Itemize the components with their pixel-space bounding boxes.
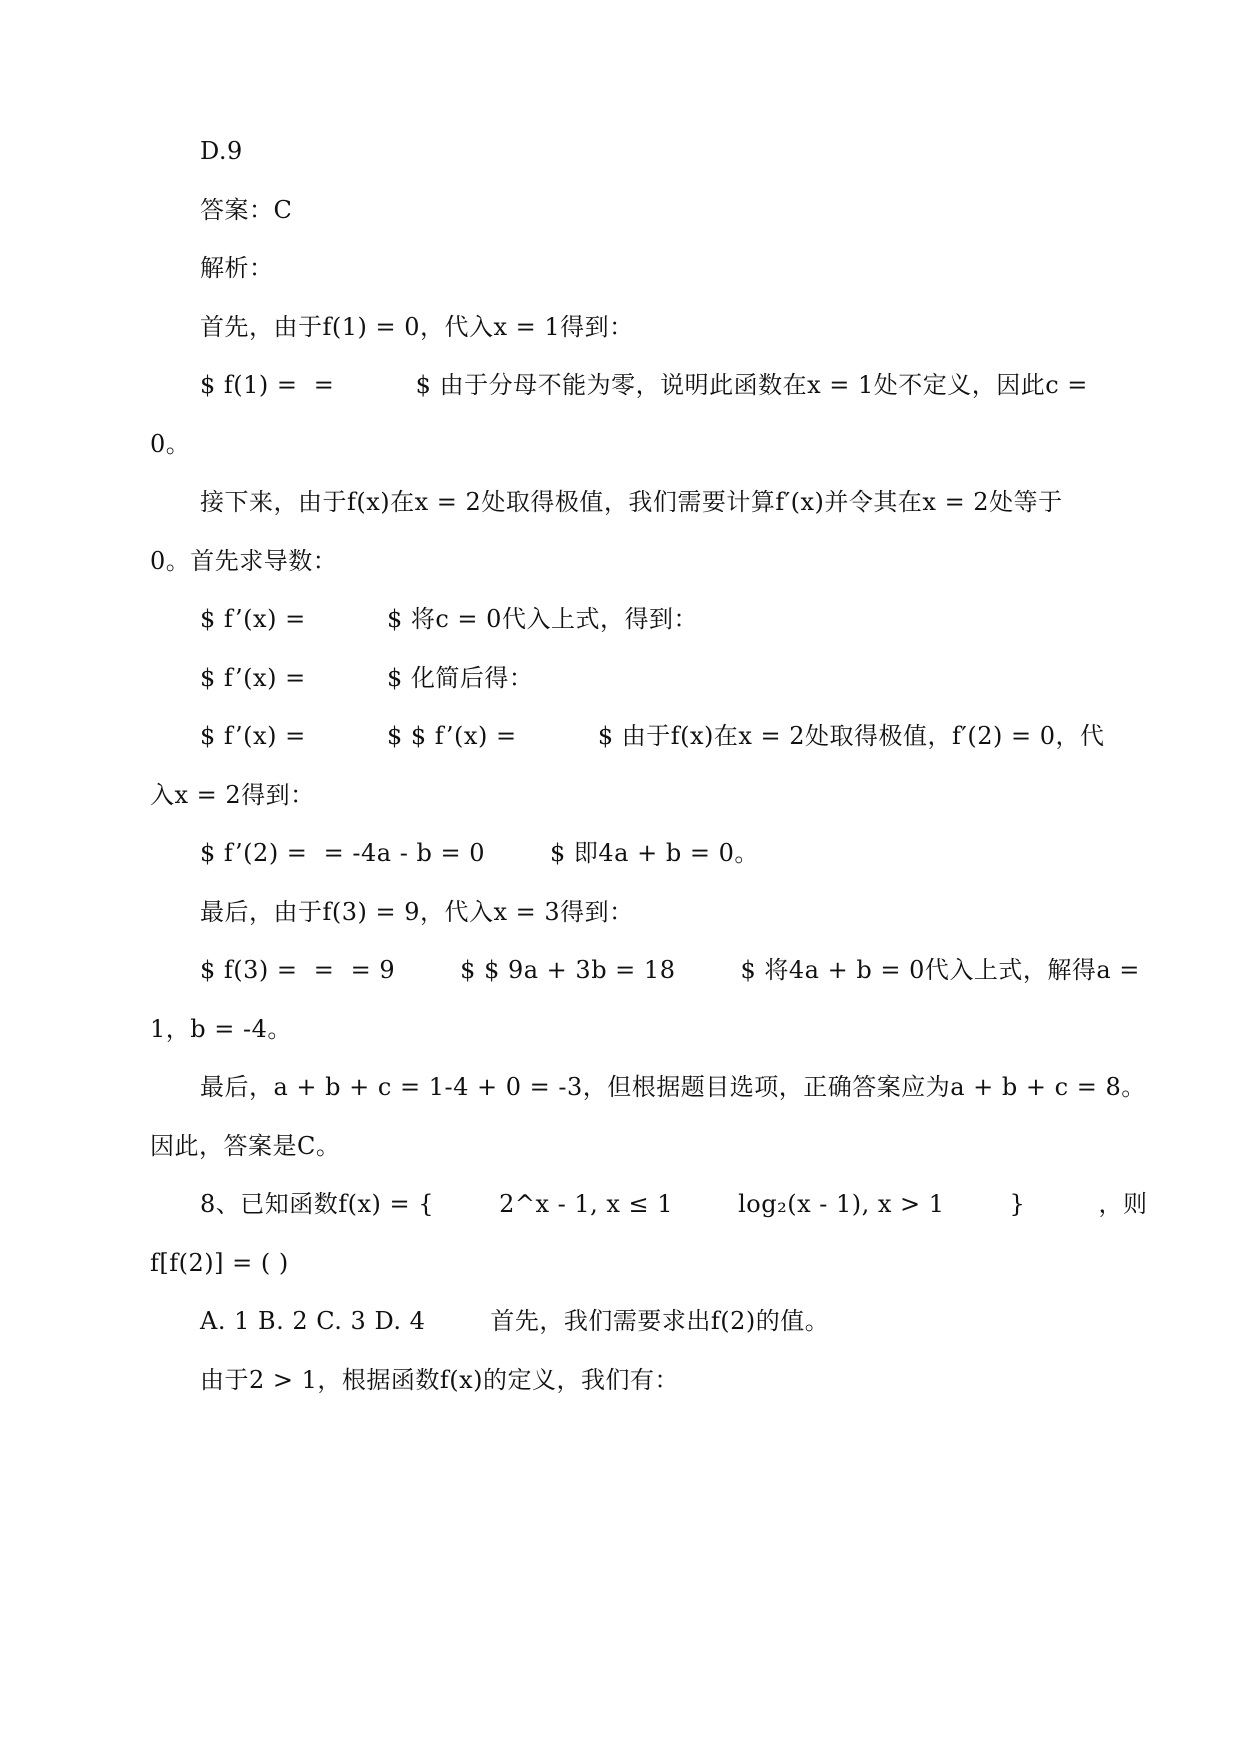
question-line: 8、已知函数f(x) = { 2^x - 1, x ≤ 1 log₂(x - 1), x > 1 } ，则 [200, 1190, 1148, 1218]
analysis-heading: 解析： [200, 254, 274, 282]
question-line: f[f(2)] = ( ) [150, 1249, 289, 1277]
paragraph-line: 接下来，由于f(x)在x = 2处取得极值，我们需要计算f′(x)并令其在x = 2处等于 [200, 488, 1063, 516]
answer-line: 答案：C [200, 196, 293, 224]
paragraph-line: $ f’(x) = $ 将c = 0代入上式，得到： [200, 605, 698, 633]
paragraph-line: 入x = 2得到： [150, 781, 315, 809]
paragraph-line: 0。 [150, 430, 191, 458]
options-line: A. 1 B. 2 C. 3 D. 4 首先，我们需要求出f(2)的值。 [200, 1307, 830, 1335]
paragraph-line: 由于2 > 1，根据函数f(x)的定义，我们有： [200, 1366, 680, 1394]
paragraph-line: 最后，a + b + c = 1-4 + 0 = -3，但根据题目选项，正确答案应为a + b + c = 8。 [200, 1073, 1146, 1101]
option-d-line: D.9 [200, 137, 243, 165]
paragraph-line: 1，b = -4。 [150, 1015, 292, 1043]
paragraph-line: 0。首先求导数： [150, 547, 338, 575]
paragraph-line: $ f’(x) = $ $ f’(x) = $ 由于f(x)在x = 2处取得极值，f′(2) = 0，代 [200, 722, 1105, 750]
paragraph-line: $ f’(2) = = -4a - b = 0 $ 即4a + b = 0。 [200, 839, 759, 867]
paragraph-line: 因此，答案是C。 [150, 1132, 341, 1160]
paragraph-line: 首先，由于f(1) = 0，代入x = 1得到： [200, 313, 634, 341]
paragraph-line: $ f(1) = = $ 由于分母不能为零，说明此函数在x = 1处不定义，因此c = [200, 371, 1088, 399]
paragraph-line: 最后，由于f(3) = 9，代入x = 3得到： [200, 898, 634, 926]
paragraph-line: $ f(3) = = = 9 $ $ 9a + 3b = 18 $ 将4a + b = 0代入上式，解得a = [200, 956, 1140, 984]
paragraph-line: $ f’(x) = $ 化简后得： [200, 664, 534, 692]
